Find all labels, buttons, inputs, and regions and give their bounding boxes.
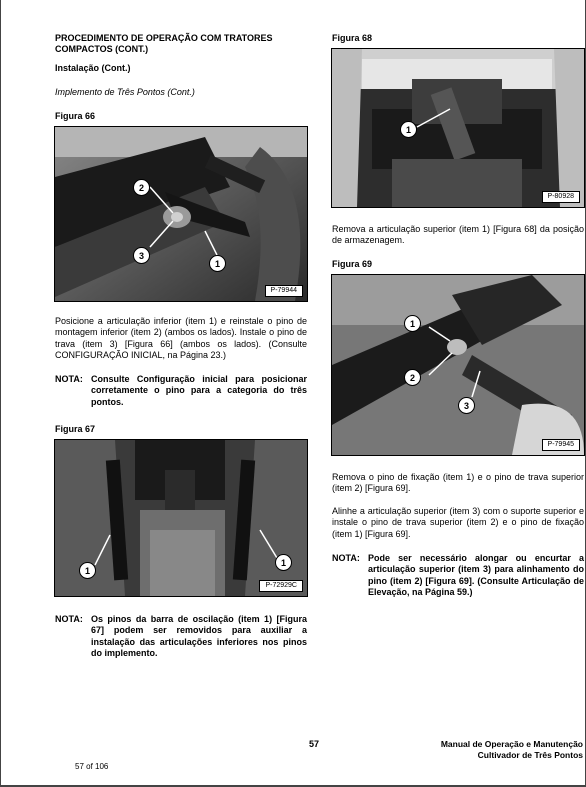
figure-66-code: P-79944 xyxy=(265,285,303,297)
figure-67-label: Figura 67 xyxy=(55,424,96,434)
callout-2: 2 xyxy=(133,179,150,196)
note-2-label: NOTA: xyxy=(55,614,83,624)
figure-67-code: P-72929C xyxy=(259,580,303,592)
callout-1-fig68: 1 xyxy=(400,121,417,138)
note-2-text: Os pinos da barra de oscilação (item 1) [Figura 67] podem ser removidos para auxiliar a instalação das articulações inferiores nos pinos do implemento. xyxy=(91,614,307,659)
callout-3: 3 xyxy=(133,247,150,264)
pdf-page-indicator: 57 of 106 xyxy=(75,762,109,771)
callout-1-fig69: 1 xyxy=(404,315,421,332)
callout-1-left: 1 xyxy=(79,562,96,579)
note-2 xyxy=(55,614,307,662)
section-title: PROCEDIMENTO DE OPERAÇÃO COM TRATORES COMPACTOS (CONT.) xyxy=(55,33,273,54)
note-3 xyxy=(332,553,584,601)
figure-68-label: Figura 68 xyxy=(332,33,373,43)
callout-3-fig69: 3 xyxy=(458,397,475,414)
callout-1-right: 1 xyxy=(275,554,292,571)
note-3-text: Pode ser necessário alongar ou encurtar a articulação superior (item 3) para alinhamento do pino (item 2) [Figura 69]. (Consulte Articulação de Elevação, na Página 59.) xyxy=(368,553,584,598)
figure-66-label: Figura 66 xyxy=(55,111,96,121)
note-1 xyxy=(55,374,307,410)
figure-69-label: Figura 69 xyxy=(332,259,373,269)
note-3-label: NOTA: xyxy=(332,553,360,563)
callout-2-fig69: 2 xyxy=(404,369,421,386)
italic-heading: Implemento de Três Pontos (Cont.) xyxy=(55,87,195,97)
paragraph-fig69-b: Alinhe a articulação superior (item 3) com o suporte superior e instale o pino de trava superior (item 2) e o pino de fixação (item 1) [Figura 69]. xyxy=(332,506,584,539)
callout-1: 1 xyxy=(209,255,226,272)
paragraph-fig69-a: Remova o pino de fixação (item 1) e o pino de trava superior (item 2) [Figura 69]. xyxy=(332,472,584,494)
note-1-label: NOTA: xyxy=(55,374,83,384)
figure-68-photo xyxy=(331,48,585,208)
figure-69-code: P-79945 xyxy=(542,439,580,451)
figure-66-photo xyxy=(54,126,308,302)
note-1-text: Consulte Configuração inicial para posicionar corretamente o pino para a categoria do três pontos. xyxy=(91,374,307,407)
figure-69-photo xyxy=(331,274,585,456)
figure-68-code: P-80928 xyxy=(542,191,580,203)
page-number: 57 xyxy=(309,739,320,749)
paragraph-fig66: Posicione a articulação inferior (item 1) e reinstale o pino de montagem inferior (item 2) (ambos os lados). Instale o pino de trava (item 3) [Figura 66] (ambos os lados). (Consulte CONFIGURAÇÃO INICIAL, na Página 23.) xyxy=(55,316,307,361)
subsection-title: Instalação (Cont.) xyxy=(55,63,131,73)
paragraph-fig68: Remova a articulação superior (item 1) [Figura 68] da posição de armazenagem. xyxy=(332,224,584,246)
manual-title-line1: Manual de Operação e Manutenção xyxy=(440,739,583,749)
figure-67-photo xyxy=(54,439,308,597)
manual-title-line2: Cultivador de Três Pontos xyxy=(477,750,583,760)
